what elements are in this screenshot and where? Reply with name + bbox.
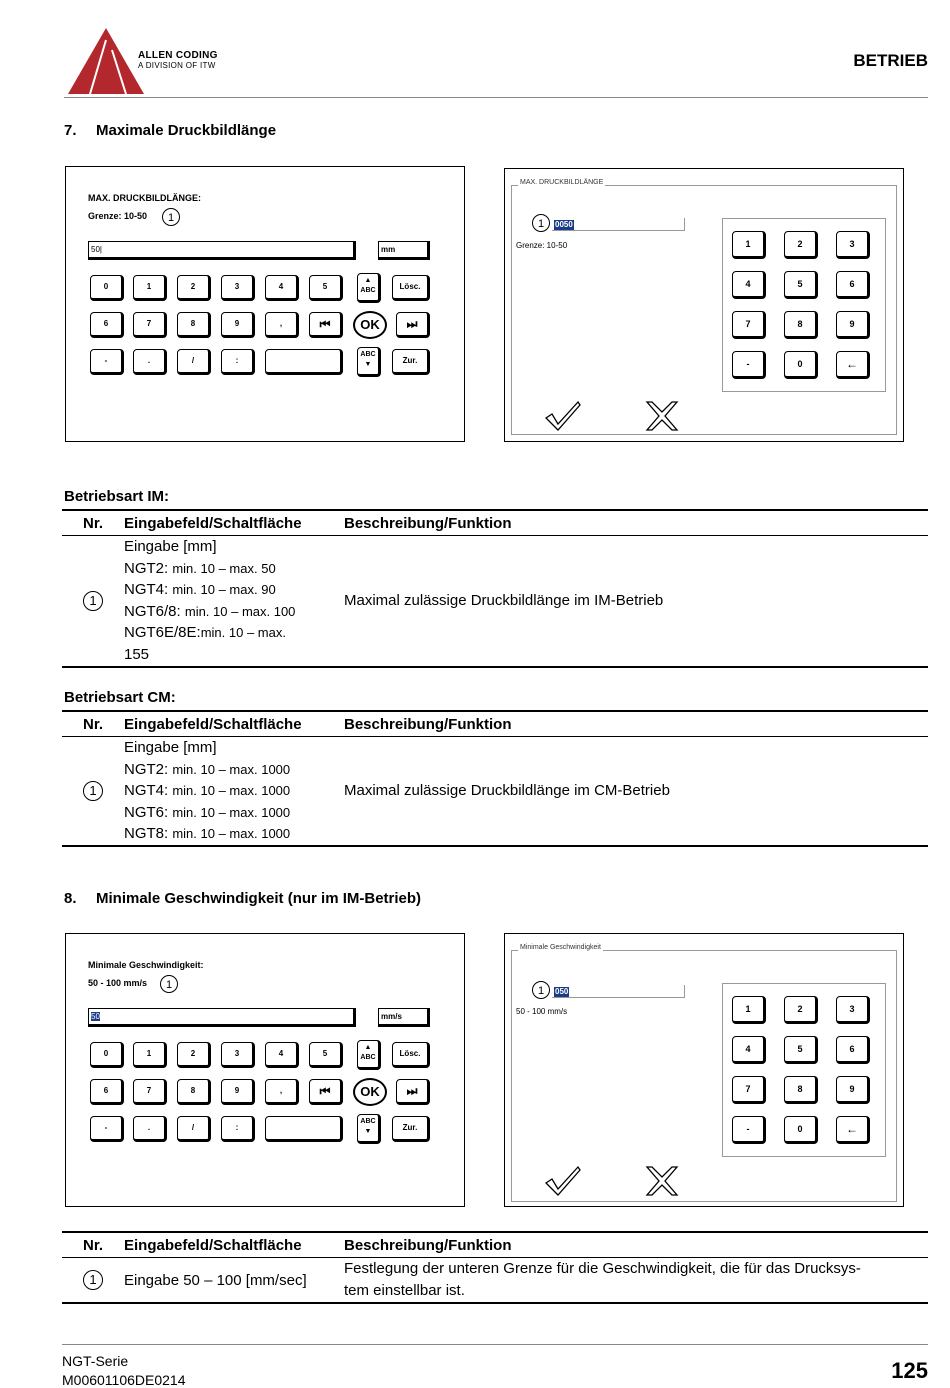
- section-header: BETRIEB: [853, 51, 928, 70]
- field-line: NGT4: min. 10 – max. 90: [124, 581, 276, 599]
- screen-numpad-max-length: [504, 168, 904, 442]
- company-subtitle: A DIVISION OF ITW: [138, 61, 216, 70]
- key-1[interactable]: 1: [133, 1042, 167, 1068]
- field-line: NGT2: min. 10 – max. 50: [124, 559, 276, 577]
- key-4[interactable]: 4: [265, 275, 299, 301]
- screen-numpad-min-speed: [504, 933, 904, 1207]
- key-9[interactable]: 9: [221, 312, 255, 338]
- screen-label: MAX. DRUCKBILDLÄNGE:: [88, 193, 201, 203]
- numpad-backspace-button[interactable]: ←: [836, 1116, 870, 1144]
- footer-doc-id: M00601106DE0214: [62, 1372, 186, 1388]
- speed-input-value: 50: [91, 1012, 100, 1021]
- table-im-label: Betriebsart IM:: [64, 488, 170, 505]
- numpad-key-minus[interactable]: -: [732, 1116, 766, 1144]
- col-description: Beschreibung/Funktion: [344, 1232, 928, 1258]
- col-nr: Nr.: [62, 711, 124, 737]
- group-legend: MAX. DRUCKBILDLÄNGE: [520, 179, 604, 186]
- cursor-first-button[interactable]: ⏮: [309, 312, 343, 338]
- key-0[interactable]: 0: [90, 1042, 124, 1068]
- marker-1-icon: 1: [532, 214, 550, 232]
- key-8[interactable]: 8: [177, 1079, 211, 1105]
- key-colon[interactable]: :: [221, 349, 255, 375]
- numpad: [722, 218, 886, 392]
- section-title-text: Maximale Druckbildlänge: [96, 122, 277, 139]
- key-dot[interactable]: .: [133, 349, 167, 375]
- field-line: NGT6/8: min. 10 – max. 100: [124, 602, 296, 620]
- abc-up-label: ABC: [360, 287, 376, 294]
- min-speed-group: [511, 944, 897, 1202]
- ok-button[interactable]: OK: [353, 1078, 387, 1106]
- screen-limit: Grenze: 10-50: [88, 211, 148, 221]
- value-field[interactable]: [552, 985, 685, 998]
- value-selected: 050: [555, 987, 569, 996]
- numpad-key-7[interactable]: 7: [732, 1076, 766, 1104]
- unit-display: mm/s: [378, 1008, 430, 1027]
- footer-divider: [62, 1344, 928, 1345]
- space-key[interactable]: [265, 349, 343, 375]
- company-name: ALLEN CODING: [138, 50, 218, 61]
- field-line: NGT2: min. 10 – max. 1000: [124, 760, 291, 778]
- abc-down-label: ABC: [360, 351, 376, 358]
- col-field: Eingabefeld/Schaltfläche: [124, 510, 344, 536]
- key-1[interactable]: 1: [133, 275, 167, 301]
- numpad-key-2[interactable]: 2: [784, 231, 818, 259]
- numpad-key-4[interactable]: 4: [732, 1036, 766, 1064]
- numpad-key-6[interactable]: 6: [836, 1036, 870, 1064]
- col-nr: Nr.: [62, 510, 124, 536]
- key-5[interactable]: 5: [309, 1042, 343, 1068]
- speed-input[interactable]: [88, 1008, 356, 1027]
- space-key[interactable]: [265, 1116, 343, 1142]
- length-input[interactable]: 50|: [88, 241, 356, 260]
- key-8[interactable]: 8: [177, 312, 211, 338]
- limit-text: Grenze: 10-50: [516, 241, 568, 250]
- cursor-last-button[interactable]: ⏭: [396, 312, 430, 338]
- key-3[interactable]: 3: [221, 1042, 255, 1068]
- key-2[interactable]: 2: [177, 1042, 211, 1068]
- col-description: Beschreibung/Funktion: [344, 711, 928, 737]
- numpad-key-8[interactable]: 8: [784, 1076, 818, 1104]
- key-2[interactable]: 2: [177, 275, 211, 301]
- description-cell: Maximal zulässige Druckbildlänge im IM-Betrieb: [344, 536, 928, 667]
- footer-series: NGT-Serie: [62, 1353, 129, 1369]
- numpad-key-3[interactable]: 3: [836, 996, 870, 1024]
- group-legend: Minimale Geschwindigkeit: [520, 944, 601, 951]
- table-header-row: [62, 510, 928, 536]
- section-7-title: [64, 122, 276, 139]
- key-6[interactable]: 6: [90, 1079, 124, 1105]
- numpad: [722, 983, 886, 1157]
- screen-keyboard-max-length: [65, 166, 465, 442]
- field-cell: Eingabe 50 – 100 [mm/sec]: [124, 1258, 344, 1304]
- key-4[interactable]: 4: [265, 1042, 299, 1068]
- cursor-first-button[interactable]: ⏮: [309, 1079, 343, 1105]
- col-field: Eingabefeld/Schaltfläche: [124, 1232, 344, 1258]
- key-7[interactable]: 7: [133, 1079, 167, 1105]
- numpad-key-9[interactable]: 9: [836, 311, 870, 339]
- col-field: Eingabefeld/Schaltfläche: [124, 711, 344, 737]
- field-line: NGT6E/8E:min. 10 – max.: [124, 624, 286, 642]
- key-3[interactable]: 3: [221, 275, 255, 301]
- col-nr: Nr.: [62, 1232, 124, 1258]
- table-cm-label: Betriebsart CM:: [64, 689, 176, 706]
- cancel-x-icon[interactable]: [644, 1165, 680, 1197]
- table-row: [62, 737, 928, 846]
- key-minus[interactable]: -: [90, 349, 124, 375]
- key-5[interactable]: 5: [309, 275, 343, 301]
- value-selected: 0050: [555, 220, 573, 229]
- cursor-last-button[interactable]: ⏭: [396, 1079, 430, 1105]
- numpad-key-6[interactable]: 6: [836, 271, 870, 299]
- description-cell: Maximal zulässige Druckbildlänge im CM-Betrieb: [344, 737, 928, 846]
- abc-up-button[interactable]: ▲ ABC: [357, 273, 381, 303]
- section-title-text: Minimale Geschwindigkeit (nur im IM-Betrieb): [96, 890, 422, 907]
- table-row: [62, 1258, 928, 1304]
- numpad-key-2[interactable]: 2: [784, 996, 818, 1024]
- delete-label: Lösc.: [399, 282, 421, 291]
- marker-1-icon: 1: [160, 975, 178, 993]
- field-line: NGT4: min. 10 – max. 1000: [124, 782, 291, 800]
- numpad-key-0[interactable]: 0: [784, 351, 818, 379]
- numpad-key-7[interactable]: 7: [732, 311, 766, 339]
- numpad-key-9[interactable]: 9: [836, 1076, 870, 1104]
- ok-button[interactable]: OK: [353, 311, 387, 339]
- abc-down-button[interactable]: ABC ▼: [357, 347, 381, 377]
- numpad-key-4[interactable]: 4: [732, 271, 766, 299]
- delete-label: Lösc.: [399, 1049, 421, 1058]
- key-colon[interactable]: :: [221, 1116, 255, 1142]
- section-8-title: [64, 890, 421, 907]
- key-slash[interactable]: /: [177, 1116, 211, 1142]
- table-min-speed: [62, 1231, 928, 1304]
- numpad-key-3[interactable]: 3: [836, 231, 870, 259]
- max-length-group: [511, 179, 897, 435]
- table-cm: [62, 710, 928, 847]
- delete-button[interactable]: [392, 1042, 430, 1068]
- key-dot[interactable]: .: [133, 1116, 167, 1142]
- cancel-x-icon[interactable]: [644, 400, 680, 432]
- numpad-key-5[interactable]: 5: [784, 1036, 818, 1064]
- field-line: Eingabe [mm]: [124, 538, 217, 555]
- field-cell: [124, 737, 344, 846]
- field-line: NGT6: min. 10 – max. 1000: [124, 803, 291, 821]
- key-9[interactable]: 9: [221, 1079, 255, 1105]
- confirm-check-icon[interactable]: [544, 1165, 582, 1197]
- abc-up-label: ABC: [360, 1054, 376, 1061]
- back-button[interactable]: Zur.: [392, 1116, 430, 1142]
- abc-down-label: ABC: [360, 1118, 376, 1125]
- section-number: 8.: [64, 890, 77, 907]
- key-7[interactable]: 7: [133, 312, 167, 338]
- section-number: 7.: [64, 122, 77, 139]
- delete-button[interactable]: [392, 275, 430, 301]
- table-row: [62, 536, 928, 667]
- key-comma[interactable]: ,: [265, 312, 299, 338]
- marker-1-icon: 1: [532, 981, 550, 999]
- marker-1-icon: 1: [83, 591, 103, 611]
- marker-1-icon: 1: [162, 208, 180, 226]
- numpad-key-minus[interactable]: -: [732, 351, 766, 379]
- abc-down-button[interactable]: ABC ▼: [357, 1114, 381, 1144]
- numpad-key-1[interactable]: 1: [732, 231, 766, 259]
- key-6[interactable]: 6: [90, 312, 124, 338]
- col-description: Beschreibung/Funktion: [344, 510, 928, 536]
- marker-1-icon: 1: [83, 1270, 103, 1290]
- screen-limit: 50 - 100 mm/s: [88, 978, 148, 988]
- company-logo: [68, 28, 144, 94]
- field-cell: [124, 536, 344, 667]
- header-divider: [64, 97, 928, 98]
- table-im: [62, 509, 928, 668]
- page-number: 125: [891, 1358, 928, 1383]
- numpad-key-1[interactable]: 1: [732, 996, 766, 1024]
- marker-1-icon: 1: [83, 781, 103, 801]
- key-minus[interactable]: -: [90, 1116, 124, 1142]
- numpad-key-0[interactable]: 0: [784, 1116, 818, 1144]
- field-line: 155: [124, 645, 150, 663]
- field-line: Eingabe [mm]: [124, 739, 217, 756]
- description-cell: Festlegung der unteren Grenze für die Geschwindigkeit, die für das Drucksys- tem einstellbar ist.: [344, 1258, 928, 1304]
- back-button[interactable]: Zur.: [392, 349, 430, 375]
- unit-display: mm: [378, 241, 430, 260]
- limit-text: 50 - 100 mm/s: [516, 1007, 568, 1016]
- numpad-key-8[interactable]: 8: [784, 311, 818, 339]
- key-comma[interactable]: ,: [265, 1079, 299, 1105]
- key-slash[interactable]: /: [177, 349, 211, 375]
- screen-keyboard-min-speed: [65, 933, 465, 1207]
- numpad-key-5[interactable]: 5: [784, 271, 818, 299]
- table-header-row: [62, 711, 928, 737]
- screen-label: Minimale Geschwindigkeit:: [88, 960, 204, 970]
- numpad-backspace-button[interactable]: ←: [836, 351, 870, 379]
- table-header-row: [62, 1232, 928, 1258]
- field-line: NGT8: min. 10 – max. 1000: [124, 825, 291, 843]
- confirm-check-icon[interactable]: [544, 400, 582, 432]
- key-0[interactable]: 0: [90, 275, 124, 301]
- abc-up-button[interactable]: ▲ ABC: [357, 1040, 381, 1070]
